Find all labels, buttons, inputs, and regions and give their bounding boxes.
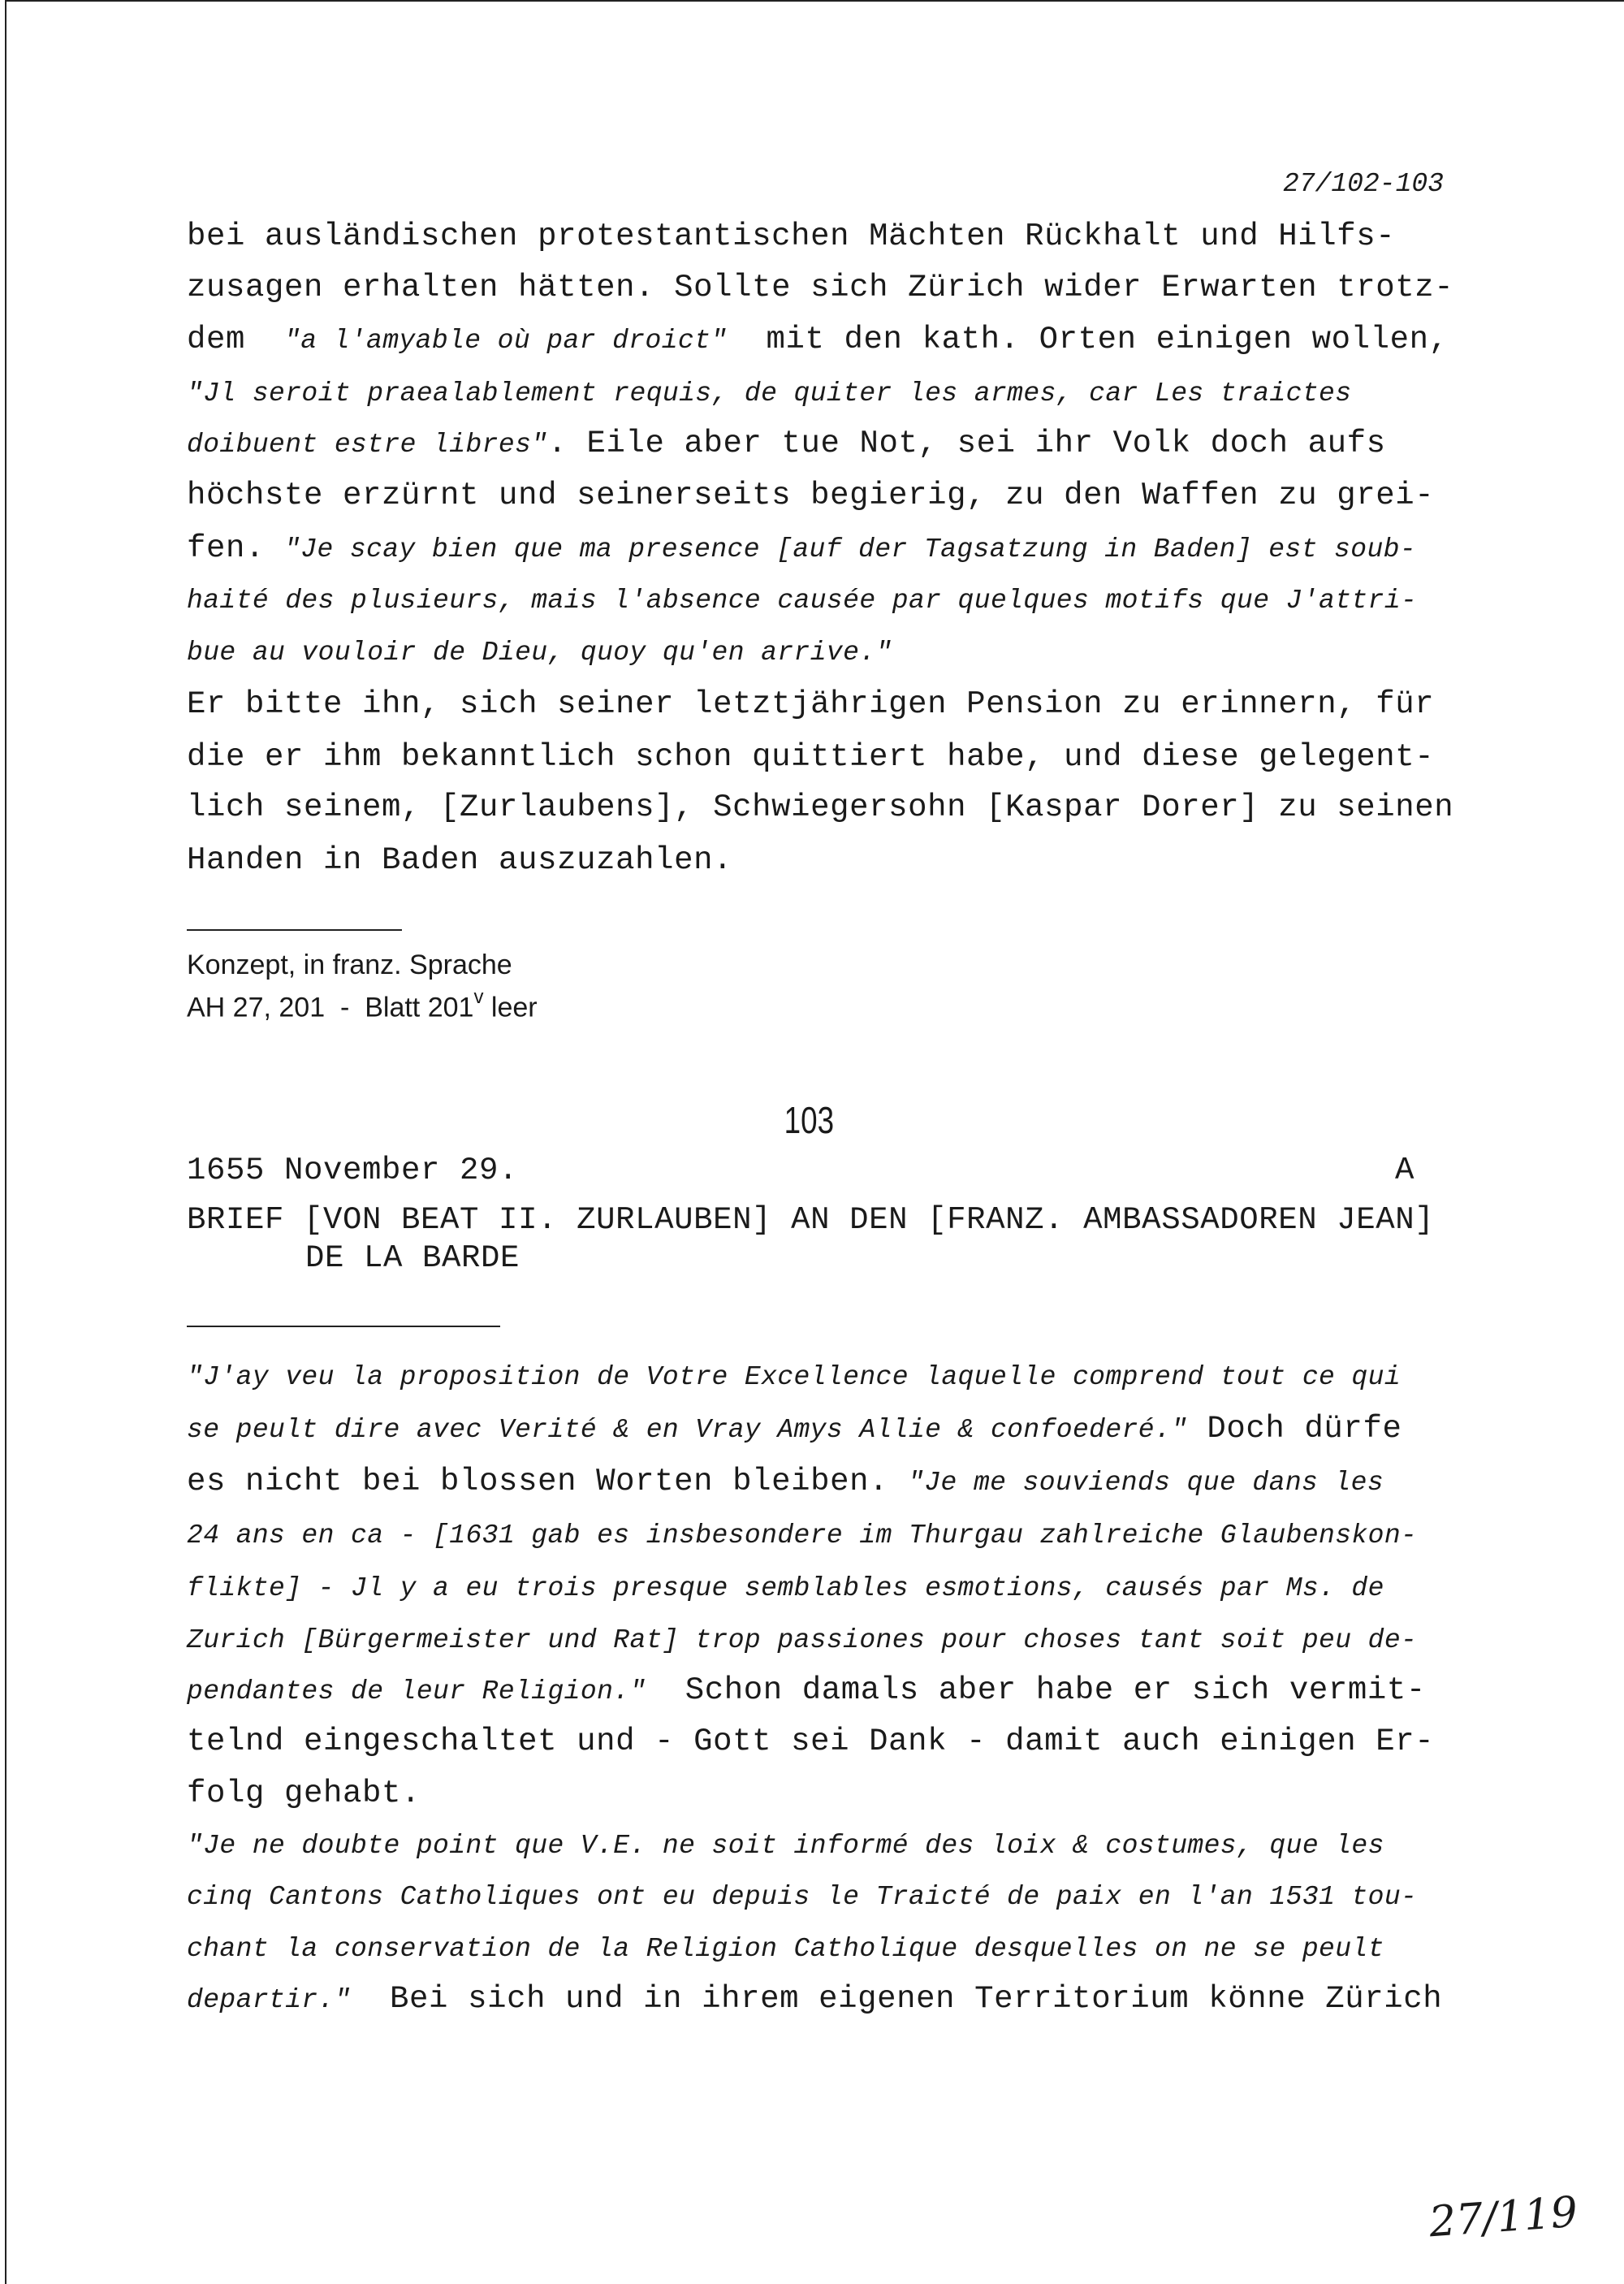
text-line <box>187 267 1453 308</box>
text-line <box>187 1408 1402 1451</box>
text-line <box>187 1514 1417 1556</box>
quoted-french-text: Zurich [Bürgermeister und Rat] trop passiones pour choses tant soit peu de- <box>187 1625 1418 1655</box>
text-line <box>187 372 1351 414</box>
quoted-french-text: flikte] - Jl y a eu trois presque semblables esmotions, causés par Ms. de <box>187 1573 1384 1603</box>
page-reference: 27/102-103 <box>1282 169 1444 199</box>
handwritten-folio-number: 27/119 <box>1427 2187 1579 2247</box>
german-text: Er bitte ihn, sich seiner letztjährigen Pension zu erinnern, für <box>187 686 1435 722</box>
quoted-french-text: cinq Cantons Catholiques ont eu depuis le Traicté de paix en l'an 1531 tou- <box>187 1882 1418 1912</box>
entry-divider <box>187 1326 500 1327</box>
german-text: zusagen erhalten hätten. Sollte sich Zürich wider Erwarten trotz- <box>187 270 1454 305</box>
german-text: . Eile aber tue Not, sei ihr Volk doch aufs <box>547 426 1386 461</box>
quoted-french-text: "Je ne doubte point que V.E. ne soit informé des loix & costumes, que les <box>187 1831 1384 1861</box>
german-text: dem <box>187 322 285 357</box>
german-text: mit den kath. Orten einigen wollen, <box>727 322 1449 357</box>
text-line <box>187 528 1416 570</box>
footnote-source: Konzept, in franz. Sprache <box>187 950 512 980</box>
text-line <box>187 1619 1417 1661</box>
quoted-french-text: chant la conservation de la Religion Catholique desquelles on ne se peult <box>187 1934 1384 1964</box>
german-text: die er ihm bekanntlich schon quittiert habe, und diese gelegent- <box>187 739 1435 775</box>
quoted-french-text: se peult dire avec Verité & en Vray Amys Allie & confoederé." <box>187 1415 1188 1445</box>
quoted-french-text: doibuent estre libres" <box>187 430 548 460</box>
quoted-french-text: "a l'amyable où par droict" <box>284 326 728 356</box>
quoted-french-text: "Jl seroit praealablement requis, de quiter les armes, car Les traictes <box>187 379 1352 409</box>
text-line <box>187 1979 1442 2021</box>
text-line <box>187 1824 1384 1867</box>
quoted-french-text: pendantes de leur Religion." <box>187 1676 646 1707</box>
text-line <box>187 423 1386 465</box>
quoted-french-text: "Je me souviends que dans les <box>908 1468 1384 1498</box>
text-line <box>187 1356 1401 1398</box>
text-line <box>187 1875 1417 1918</box>
entry-title-continued: DE LA BARDE <box>305 1240 520 1276</box>
german-text: lich seinem, [Zurlaubens], Schwiegersohn [Kaspar Dorer] zu seinen <box>187 789 1454 825</box>
text-line <box>187 684 1434 725</box>
quoted-french-text: departir." <box>187 1985 352 2015</box>
text-line <box>187 319 1449 361</box>
german-text: Schon damals aber habe er sich vermit- <box>646 1672 1426 1708</box>
german-text: Bei sich und in ihrem eigenen Territorium könne Zürich <box>351 1981 1443 2017</box>
german-text: es nicht bei blossen Worten bleiben. <box>187 1464 909 1499</box>
entry-marker: A <box>1395 1153 1415 1188</box>
text-line <box>187 787 1453 828</box>
text-line <box>187 1721 1434 1762</box>
text-line <box>187 1461 1384 1503</box>
quoted-french-text: 24 ans en ca - [1631 gab es insbesondere im Thurgau zahlreiche Glaubenskon- <box>187 1521 1418 1551</box>
german-text: telnd eingeschaltet und - Gott sei Dank - damit auch einigen Er- <box>187 1724 1435 1759</box>
german-text: folg gehabt. <box>187 1776 421 1811</box>
text-line <box>187 737 1434 777</box>
text-line <box>187 1670 1426 1712</box>
entry-number: 103 <box>784 1099 835 1141</box>
entry-date: 1655 November 29. <box>187 1153 519 1188</box>
quoted-french-text: "Je scay bien que ma presence [auf der Tagsatzung in Baden] est soub- <box>284 534 1417 565</box>
german-text: höchste erzürnt und seinerseits begierig, zu den Waffen zu grei- <box>187 478 1435 513</box>
text-line <box>187 216 1395 257</box>
text-line <box>187 1567 1384 1609</box>
german-text: bei ausländischen protestantischen Mächten Rückhalt und Hilfs- <box>187 218 1396 254</box>
text-line <box>187 840 732 880</box>
quoted-french-text: bue au vouloir de Dieu, quoy qu'en arrive." <box>187 638 892 668</box>
text-line <box>187 579 1417 621</box>
entry-title: BRIEF [VON BEAT II. ZURLAUBEN] AN DEN [FRANZ. AMBASSADOREN JEAN] <box>187 1202 1435 1238</box>
text-line <box>187 1927 1384 1970</box>
german-text: Handen in Baden auszuzahlen. <box>187 842 733 878</box>
text-line <box>187 475 1434 516</box>
german-text: Doch dürfe <box>1187 1411 1402 1447</box>
footnote-divider <box>187 929 402 931</box>
quoted-french-text: "J'ay veu la proposition de Votre Excellence laquelle comprend tout ce qui <box>187 1362 1402 1392</box>
text-line <box>187 1773 421 1814</box>
quoted-french-text: haité des plusieurs, mais l'absence causée par quelques motifs que J'attri- <box>187 586 1418 616</box>
footnote-archive: AH 27, 201 - Blatt 201$^v$ leer <box>187 986 538 1023</box>
german-text: fen. <box>187 530 285 566</box>
text-line <box>187 631 892 673</box>
